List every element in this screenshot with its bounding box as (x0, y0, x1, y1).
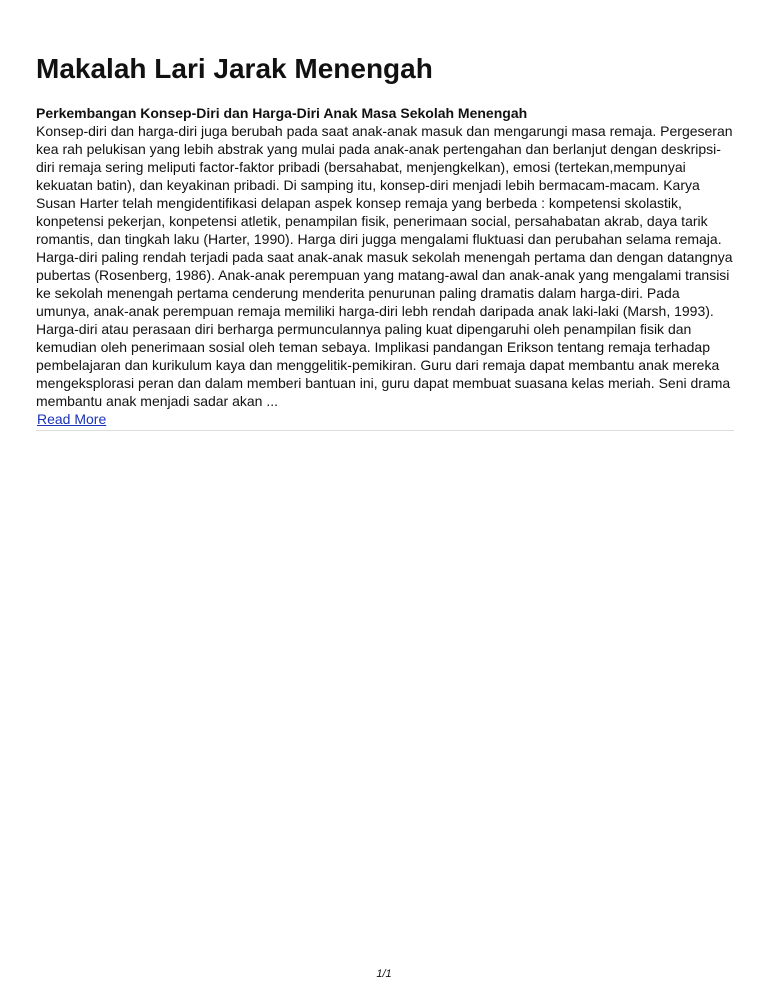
article-body: Konsep-diri dan harga-diri juga berubah pada saat anak-anak masuk dan mengarungi masa remaja. Pergeseran kea rah pelukisan yang lebih abstrak yang mulai pada anak-anak pertengahan dan berlanjut dengan deskripsi-diri remaja sering meliputi factor-faktor pribadi (bersahabat, menjengkelkan), emosi (tertekan,mempunyai kekuatan batin), dan keyakinan pribadi. Di samping itu, konsep-diri menjadi lebih bermacam-macam. Karya Susan Harter telah mengidentifikasi delapan aspek konsep remaja yang berbeda : kompetensi skolastik, konpetensi pekerjan, konpetensi atletik, penampilan fisik, penerimaan social, persahabatan akrab, daya tarik romantis, dan tingkah laku (Harter, 1990). Harga diri jugga mengalami fluktuasi dan perubahan selama remaja. Harga-diri paling rendah terjadi pada saat anak-anak masuk sekolah menengah pertama dan dengan datangnya pubertas (Rosenberg, 1986). Anak-anak perempuan yang matang-awal dan anak-anak yang mengalami transisi ke sekolah menengah pertama cenderung menderita penurunan paling dramatis dalam harga-diri. Pada umunya, anak-anak perempuan remaja memiliki harga-diri lebh rendah daripada anak laki-laki (Marsh, 1993). Harga-diri atau perasaan diri berharga permunculannya paling kuat dipengaruhi oleh penampilan fisik dan kemudian oleh penerimaan sosial oleh teman sebaya. Implikasi pandangan Erikson tentang remaja terhadap pembelajaran dan kurikulum kaya dan menggelitik-pemikiran. Guru dari remaja dapat membantu anak mereka mengeksplorasi peran dan dalam memberi bantuan ini, guru dapat membuat suasana kelas meriah. Seni drama membantu anak menjadi sadar akan ... (36, 123, 733, 409)
article (36, 104, 734, 429)
divider (36, 430, 734, 431)
article-heading: Perkembangan Konsep-Diri dan Harga-Diri Anak Masa Sekolah Menengah (36, 105, 528, 121)
page-number: 1/1 (376, 968, 392, 980)
read-more-link[interactable]: Read More (37, 411, 107, 427)
page-title: Makalah Lari Jarak Menengah (36, 53, 433, 84)
